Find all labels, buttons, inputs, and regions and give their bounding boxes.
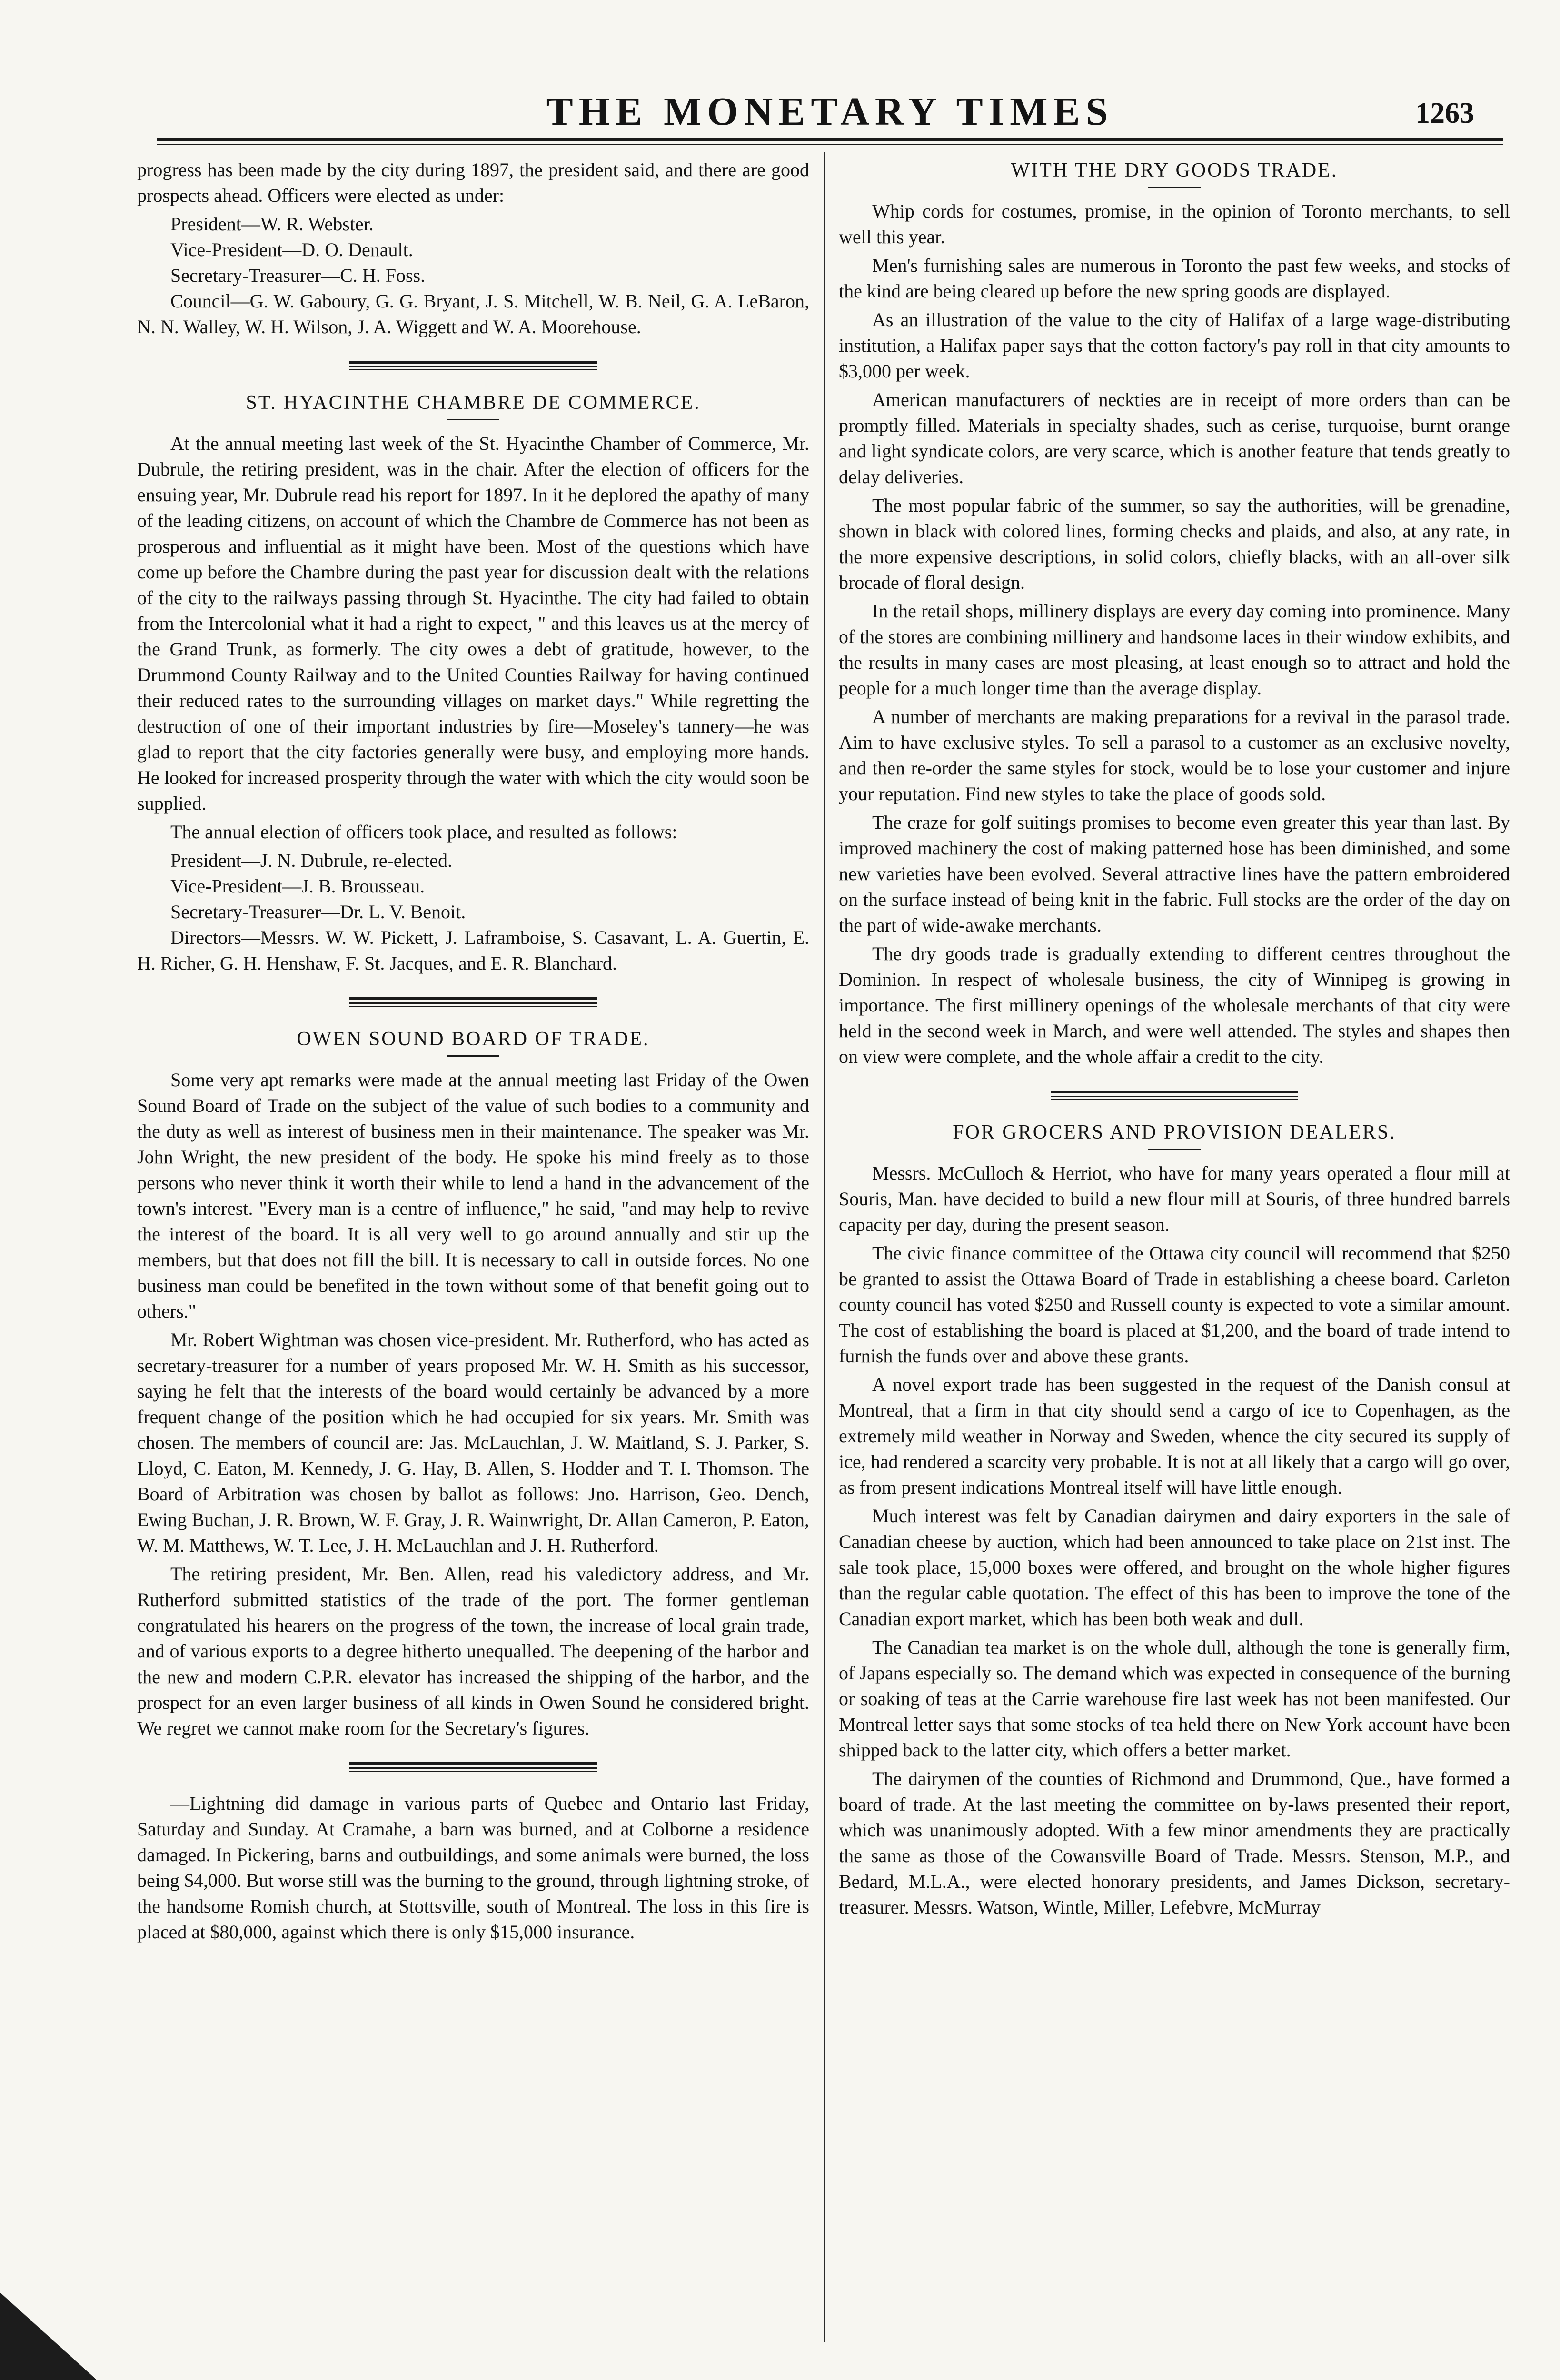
section-separator <box>349 997 597 1007</box>
article-heading: WITH THE DRY GOODS TRADE. <box>1011 159 1338 181</box>
article-paragraph: Some very apt remarks were made at the annual meeting last Friday of the Owen Sound Board of Trade on the subject of the value of such bodies to a community and the duty as well as interest of business men in their maintenance. The speaker was Mr. John Wright, the new president of the body. He spoke his mind freely as to those persons who never think it worth their while to lend a hand in the advancement of the town's interest. "Every man is a centre of influence," he said, "and may help to revive the interest of the board. It is all very well to go around annually and stir up the members, but that does not fill the bill. It is necessary to call in outside forces. No one business man could be benefited in the town without some of that benefit going out to others." <box>137 1069 809 1322</box>
article-paragraph: The most popular fabric of the summer, so say the authorities, will be grenadine, shown in black with colored lines, forming checks and plaids, and also, at any rate, in the more expensive descriptions, in solid colors, chiefly blacks, with an all-over silk brocade of floral design. <box>839 495 1510 593</box>
article-heading: OWEN SOUND BOARD OF TRADE. <box>297 1028 650 1050</box>
article-paragraph: The annual election of officers took place, and resulted as follows: <box>170 821 677 843</box>
article-paragraph: Messrs. McCulloch & Herriot, who have for many years operated a flour mill at Souris, Man. have decided to build a new flour mill at Souris, of three hundred barrels capacity per day, during the present season. <box>839 1162 1510 1235</box>
article-st-hyacinthe <box>137 389 809 976</box>
article-paragraph: The dry goods trade is gradually extending to different centres throughout the Dominion. In respect of wholesale business, the city of Winnipeg is growing in importance. The first millinery openings of the wholesale merchants of that city were held in the second week in March, and were well attended. The styles and shapes then on view were complete, and the whole affair a credit to the city. <box>839 943 1510 1067</box>
article-paragraph: A number of merchants are making preparations for a revival in the parasol trade. Aim to have exclusive styles. To sell a parasol to a customer as an exclusive novelty, and then re-order the same styles for stock, would be to lose your customer and injure your reputation. Find new styles to take the place of goods sold. <box>839 706 1510 804</box>
article-paragraph: The dairymen of the counties of Richmond and Drummond, Que., have formed a board of trade. At the last meeting the committee on by-laws presented their report, which was unanimously adopted. With a few minor amendments they are practically the same as those of the Cowansville Board of Trade. Messrs. Stenson, M.P., and Bedard, M.L.A., were elected honorary presidents, and James Dickson, secretary-treasurer. Messrs. Watson, Wintle, Miller, Lefebvre, McMurray <box>839 1768 1510 1918</box>
officer-line: President—J. N. Dubrule, re-elected. <box>170 850 453 871</box>
article-paragraph: The civic finance committee of the Ottawa city council will recommend that $250 be granted to assist the Ottawa Board of Trade in establishing a cheese board. Carleton county council has voted $250 and Russell county is expected to vote a similar amount. The cost of establishing the board is placed at $1,200, and the board of trade intend to furnish the funds over and above these grants. <box>839 1242 1510 1367</box>
article-paragraph: A novel export trade has been suggested in the request of the Danish consul at Montreal, that a firm in that city should send a cargo of ice to Copenhagen, as the extremely mild weather in Norway and Sweden, whence the city secured its supply of ice, had rendered a scarcity very probable. It is not at all likely that a cargo will go over, as from present indications Montreal itself will have little enough. <box>839 1374 1510 1498</box>
article-paragraph: In the retail shops, millinery displays are every day coming into prominence. Many of the stores are combining millinery and handsome laces in their window exhibits, and the results in many cases are most pleasing, at least enough so to attract and hold the people for a much longer time than the average display. <box>839 600 1510 699</box>
article-intro-continued <box>137 157 809 340</box>
article-paragraph: The Canadian tea market is on the whole dull, although the tone is generally firm, of Japans especially so. The demand which was expected in consequence of the burning or soaking of teas at the Carrie warehouse fire last week has not been manifested. Our Montreal letter says that some stocks of tea held there on New York account have been shipped back to the latter city, which offers a better market. <box>839 1636 1510 1761</box>
masthead <box>157 86 1503 138</box>
heading-dash <box>447 419 499 420</box>
left-column <box>137 157 809 1948</box>
article-paragraph: The craze for golf suitings promises to become even greater this year than last. By improved machinery the cost of making patterned hose has been diminished, and some new varieties have been evolved. Several attractive lines have the pattern embroidered on the surface instead of being knit in the fabric. Full stocks are the order of the day on the part of wide-awake merchants. <box>839 812 1510 936</box>
publication-title: THE MONETARY TIMES <box>546 89 1114 134</box>
officer-line: Secretary-Treasurer—Dr. L. V. Benoit. <box>170 901 466 922</box>
page-number: 1263 <box>1415 97 1474 129</box>
officer-line: Directors—Messrs. W. W. Pickett, J. Laframboise, S. Casavant, L. A. Guertin, E. H. Richer, G. H. Henshaw, F. St. Jacques, and E. R. Blanchard. <box>137 927 809 974</box>
article-paragraph: Men's furnishing sales are numerous in Toronto the past few weeks, and stocks of the kind are being cleared up before the new spring goods are displayed. <box>839 255 1510 302</box>
article-paragraph: Mr. Robert Wightman was chosen vice-president. Mr. Rutherford, who has acted as secretary-treasurer for a number of years proposed Mr. W. H. Smith as his successor, saying he felt that the interests of the board would certainly be advanced by a more frequent change of the position which he had occupied for six years. Mr. Smith was chosen. The members of council are: Jas. McLauchlan, J. W. Maitland, S. J. Parker, S. Lloyd, C. Eaton, M. Kennedy, J. G. Hay, B. Allen, S. Hodder and T. I. Thomson. The Board of Arbitration was chosen by ballot as follows: Jno. Harrison, Geo. Dench, Ewing Buchan, J. R. Brown, W. F. Gray, J. R. Wainwright, Dr. Allan Cameron, P. Eaton, W. M. Matthews, W. T. Lee, J. H. McLauchlan and J. H. Rutherford. <box>137 1329 809 1556</box>
heading-dash <box>1148 187 1201 188</box>
article-paragraph: American manufacturers of neckties are in receipt of more orders than can be promptly filled. Materials in specialty shades, such as cerise, turquoise, burnt orange and light syndicate colors, are very scarce, which is another feature that tends greatly to delay deliveries. <box>839 389 1510 487</box>
article-paragraph: The retiring president, Mr. Ben. Allen, read his valedictory address, and Mr. Rutherford submitted statistics of the trade of the port. The former gentleman congratulated his hearers on the progress of the town, the increase of local grain trade, and of various exports to a degree hitherto unequalled. The deepening of the harbor and the new and modern C.P.R. elevator has increased the shipping of the harbor, and the prospect for an even larger business of all kinds in Owen Sound he considered bright. We regret we cannot make room for the Secretary's figures. <box>137 1563 809 1739</box>
article-paragraph: As an illustration of the value to the city of Halifax of a large wage-distributing institution, a Halifax paper says that the cotton factory's pay roll in that city amounts to $3,000 per week. <box>839 309 1510 382</box>
section-separator <box>1051 1091 1298 1100</box>
article-grocers <box>839 1119 1510 1920</box>
column-divider <box>824 152 825 2342</box>
header-rule-thin <box>157 144 1503 145</box>
article-owen-sound <box>137 1026 809 1741</box>
right-column <box>839 157 1510 1923</box>
section-separator <box>349 361 597 370</box>
officer-line: Council—G. W. Gaboury, G. G. Bryant, J. S. Mitchell, W. B. Neil, G. A. LeBaron, N. N. Walley, W. H. Wilson, J. A. Wiggett and W. A. Moorehouse. <box>137 290 809 337</box>
article-paragraph: —Lightning did damage in various parts of Quebec and Ontario last Friday, Saturday and Sunday. At Cramahe, a barn was burned, and at Colborne a residence damaged. In Pickering, barns and outbuildings, and some animals were burned, the loss being $4,000. But worse still was the burning to the ground, through lightning stroke, of the handsome Romish church, at Stottsville, south of Montreal. The loss in this fire is placed at $80,000, against which there is only $15,000 insurance. <box>137 1793 809 1943</box>
heading-dash <box>447 1055 499 1057</box>
scan-corner-shadow <box>0 2292 100 2380</box>
officer-line: Vice-President—D. O. Denault. <box>170 239 413 260</box>
heading-dash <box>1148 1149 1201 1150</box>
article-paragraph: Whip cords for costumes, promise, in the opinion of Toronto merchants, to sell well this year. <box>839 200 1510 248</box>
article-lightning <box>137 1791 809 1945</box>
officer-line: Secretary-Treasurer—C. H. Foss. <box>170 265 426 286</box>
officer-line: President—W. R. Webster. <box>170 213 374 235</box>
article-heading: FOR GROCERS AND PROVISION DEALERS. <box>953 1121 1396 1143</box>
article-heading: ST. HYACINTHE CHAMBRE DE COMMERCE. <box>246 392 701 414</box>
article-dry-goods <box>839 157 1510 1070</box>
article-paragraph: Much interest was felt by Canadian dairymen and dairy exporters in the sale of Canadian cheese by auction, which had been announced to take place on 21st inst. The sale took place, 15,000 boxes were offered, and brought on the whole higher figures than the regular cable quotation. The effect of this has been to improve the tone of the Canadian export market, which has been both weak and dull. <box>839 1505 1510 1629</box>
article-paragraph: At the annual meeting last week of the St. Hyacinthe Chamber of Commerce, Mr. Dubrule, the retiring president, was in the chair. After the election of officers for the ensuing year, Mr. Dubrule read his report for 1897. In it he deplored the apathy of many of the leading citizens, on account of which the Chambre de Commerce has not been as prosperous and influential as it might have been. Most of the questions which have come up before the Chambre during the past year for discussion dealt with the relations of the city to the railways passing through St. Hyacinthe. The city had failed to obtain from the Intercolonial what it had a right to expect, " and this leaves us at the mercy of the Grand Trunk, as formerly. The city owes a debt of gratitude, however, to the Drummond County Railway and to the United Counties Railway for having continued their reduced rates to the surrounding villages on market days." While regretting the destruction of one of their important industries by fire—Moseley's tannery—he was glad to report that the city factories generally were busy, and employing more hands. He looked for increased prosperity through the water with which the city would soon be supplied. <box>137 433 809 814</box>
section-separator <box>349 1762 597 1772</box>
header-rule-thick <box>157 138 1503 141</box>
officer-line: Vice-President—J. B. Brousseau. <box>170 875 425 897</box>
article-paragraph: progress has been made by the city during 1897, the president said, and there are good prospects ahead. Officers were elected as under: <box>137 159 809 206</box>
